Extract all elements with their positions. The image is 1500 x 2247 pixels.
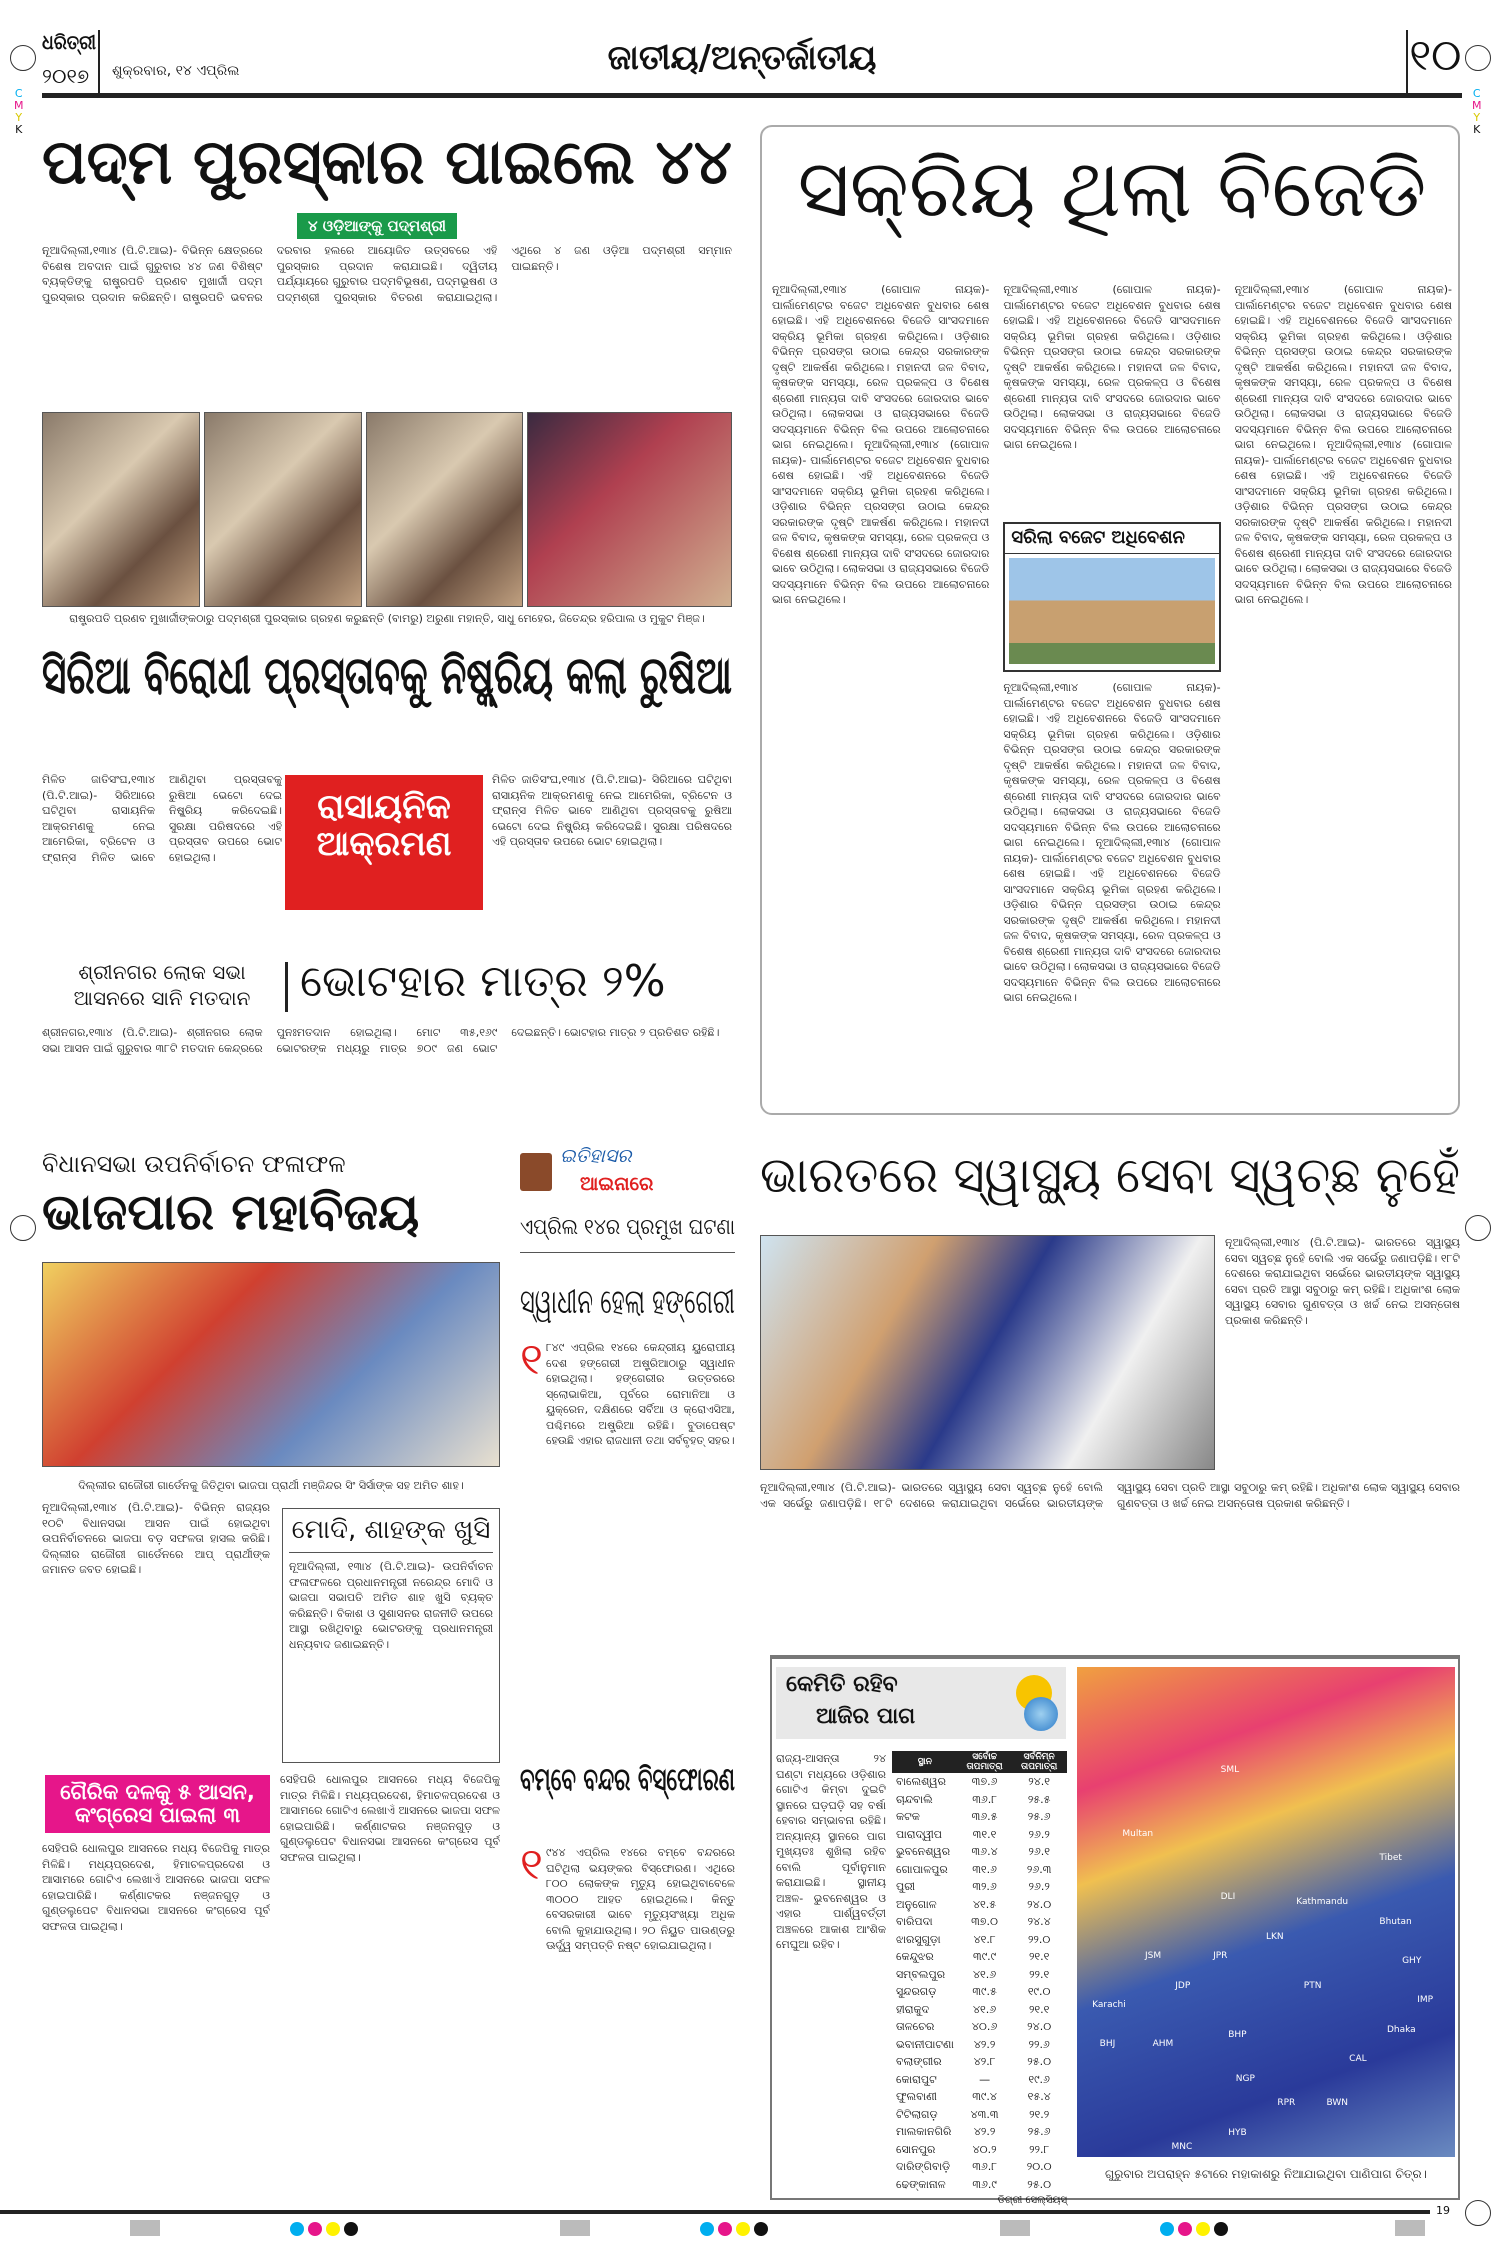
weather-min: ୨୪.୦ — [1027, 1897, 1052, 1911]
weather-max: ୩୧.୬ — [972, 1862, 997, 1876]
padma-caption: ରାଷ୍ଟ୍ରପତି ପ୍ରଣବ ମୁଖାର୍ଜୀଙ୍କଠାରୁ ପଦ୍ମଶ୍ରୀ ପୁରସ୍କାର ଗ୍ରହଣ କରୁଛନ୍ତି (ବାମରୁ) ଅରୁଣା ମହାନ୍ତି, ସାଧୁ ମେହେର, ଜିତେନ୍ଦ୍ର ହରିପାଲ ଓ ମୁକୁଟ ମିଞ୍ଜ। — [69, 612, 705, 625]
weather-min: ୨୨.୦ — [1027, 1932, 1051, 1946]
syria-body-right: ମିଳିତ ଜାତିସଂଘ,୧୩ା୪ (ପି.ଟି.ଆଇ)- ସିରିଆରେ ଘଟିଥିବା ରାସାୟନିକ ଆକ୍ରମଣକୁ ନେଇ ଆମେରିକା, ବ୍ରିଟେନ ଓ ଫ୍ରାନ୍ସ ମିଳିତ ଭାବେ ଆଣିଥିବା ପ୍ରସ୍ତାବକୁ ରୁଷିଆ ଭେଟୋ ଦେଇ ନିଷ୍କ୍ରିୟ କରିଦେଇଛି। ସୁରକ୍ଷା ପରିଷଦରେ ଏହି ପ୍ରସ୍ତାବ ଉପରେ ଭୋଟ ହୋଇଥିଲା। — [492, 773, 732, 848]
gray-patch — [1000, 2220, 1030, 2236]
history-brand-1: ଇତିହାସର — [560, 1145, 632, 1167]
weather-row — [892, 1861, 1067, 1879]
registration-mark — [10, 1215, 36, 1241]
weather-row — [892, 1896, 1067, 1914]
photo-award-4 — [527, 412, 732, 607]
weather-row — [892, 2176, 1067, 2194]
history-item1-body: ୮୪୯ ଏପ୍ରିଲ ୧୪ରେ କେନ୍ଦ୍ରୀୟ ୟୁରୋପୀୟ ଦେଶ ହଙ୍ଗେରୀ ଅଷ୍ଟ୍ରିଆଠାରୁ ସ୍ୱାଧୀନ ହୋଇଥିଲା। ହଙ୍ଗେରୀର ଉତ୍ତରରେ ସ୍ଲୋଭାକିଆ, ପୂର୍ବରେ ରୋମାନିଆ ଓ ୟୁକ୍ରେନ, ଦକ୍ଷିଣରେ ସର୍ବିଆ ଓ କ୍ରୋଏସିଆ, ପଶ୍ଚିମରେ ଅଷ୍ଟ୍ରିଆ ରହିଛି। ବୁଡାପେଷ୍ଟ ହେଉଛି ଏହାର ରାଜଧାନୀ ତଥା ସର୍ବବୃହତ୍ ସହର। — [545, 1341, 735, 1447]
bypoll-photo — [42, 1262, 500, 1467]
weather-place: ଚାନ୍ଦବାଲି — [896, 1792, 933, 1806]
map-label: Karachi — [1092, 2000, 1126, 2011]
map-label: Bhutan — [1379, 1916, 1412, 1927]
weather-max: ୪୨.୮ — [973, 2055, 996, 2068]
bjd-col-3 — [1235, 282, 1452, 1102]
weather-max: ୩୨.୬ — [972, 1880, 997, 1893]
weather-max: ୪୨.୨ — [973, 2125, 996, 2138]
history-brand — [520, 1145, 735, 1205]
weather-min: ୨୧.୧ — [1028, 1950, 1050, 1963]
weather-place: ଭୁବନେଶ୍ୱର — [896, 1845, 951, 1858]
weather-row — [892, 2053, 1067, 2071]
cmyk-c: C — [1472, 87, 1481, 100]
weather-max: ୩୬.୮ — [972, 2160, 997, 2173]
masthead — [42, 30, 1462, 98]
padma-headline: ପଦ୍ମ ପୁରସ୍କାର ପାଇଲେ ୪୪ — [42, 125, 732, 198]
weather-max: ୩୬.୫ — [971, 1810, 998, 1823]
health-body-right: ନୂଆଦିଲ୍ଲୀ,୧୩ା୪ (ପି.ଟି.ଆଇ)- ଭାରତରେ ସ୍ୱାସ୍ଥ୍ୟ ସେବା ସ୍ୱଚ୍ଛ ନୁହେଁ ବୋଲି ଏକ ସର୍ଭେରୁ ଜଣାପଡ଼ିଛି। ୧୮ଟି ଦେଶରେ କରାଯାଇଥିବା ସର୍ଭେରେ ଭାରତୀୟଙ୍କ ସ୍ୱାସ୍ଥ୍ୟ ସେବା ପ୍ରତି ଆସ୍ଥା ସବୁଠାରୁ କମ୍ ରହିଛି। ଅଧିକାଂଶ ଲୋକ ସ୍ୱାସ୍ଥ୍ୟ ସେବାର ଗୁଣବତ୍ତା ଓ ଖର୍ଚ୍ଚ ନେଇ ଅସନ୍ତୋଷ ପ୍ରକାଶ କରିଛନ୍ତି। — [1225, 1236, 1460, 1327]
map-label: CAL — [1349, 2054, 1367, 2065]
col-min: ସର୍ବନିମ୍ନ ତାପମାତ୍ରା — [1021, 1752, 1058, 1772]
weather-min: ୨୬.୩ — [1026, 1862, 1052, 1876]
color-bar — [290, 2222, 358, 2236]
map-label: HYB — [1228, 2127, 1247, 2138]
weather-place: ବାରିପଦା — [896, 1915, 933, 1928]
cmyk-y: Y — [1473, 111, 1481, 124]
weather-max: ୩୯.୯ — [973, 1950, 997, 1963]
weather-min: ୧୯.୬ — [1028, 2072, 1050, 2086]
srinagar-kicker-2: ଆସନରେ ସାନି ମତଦାନ — [73, 986, 251, 1010]
map-label: BHJ — [1099, 2039, 1116, 2050]
black-dot — [754, 2222, 768, 2236]
bjd-body-p4: ନୂଆଦିଲ୍ଲୀ,୧୩ା୪ (ଗୋପାଳ ନାୟକ)- ପାର୍ଲାମେଣ୍ଟର ବଜେଟ ଅଧିବେଶନ ବୁଧବାର ଶେଷ ହୋଇଛି। ଏହି ଅଧିବେଶନରେ ବିଜେଡି ସାଂସଦମାନେ ସକ୍ରିୟ ଭୂମିକା ଗ୍ରହଣ କରିଥିଲେ। ଓଡ଼ିଶାର ବିଭିନ୍ନ ପ୍ରସଙ୍ଗ ଉଠାଇ କେନ୍ଦ୍ର ସରକାରଙ୍କ ଦୃଷ୍ଟି ଆକର୍ଷଣ କରିଥିଲେ। ମହାନଦୀ ଜଳ ବିବାଦ, କୃଷକଙ୍କ ସମସ୍ୟା, ରେଳ ପ୍ରକଳ୍ପ ଓ ବିଶେଷ ଶ୍ରେଣୀ ମାନ୍ୟତା ଦାବି ସଂସଦରେ ଜୋରଦାର ଭାବେ ଉଠିଥିଲା। ଲୋକସଭା ଓ ରାଜ୍ୟସଭାରେ ବିଜେଡି ସଦସ୍ୟମାନେ ବିଭିନ୍ନ ବିଲ ଉପରେ ଆଲୋଚନାରେ ଭାଗ ନେଇଥିଲେ। — [1003, 681, 1221, 849]
masthead-logo — [42, 30, 100, 98]
col-max: ସର୍ବୋଚ୍ଚ ତାପମାତ୍ରା — [966, 1752, 1003, 1772]
map-label: MNC — [1171, 2142, 1193, 2153]
map-label: LKN — [1266, 1931, 1284, 1942]
map-label: JDP — [1175, 1980, 1191, 1991]
modi-box — [282, 1508, 500, 1763]
magenta-dot — [1178, 2222, 1192, 2236]
yellow-dot — [1196, 2222, 1210, 2236]
bypoll-body-col2: ସେହିପରି ଧୋଲପୁର ଆସନରେ ମଧ୍ୟ ବିଜେପିକୁ ମାତ୍ର ମିଳିଛି। ମଧ୍ୟପ୍ରଦେଶ, ହିମାଚଳପ୍ରଦେଶ ଓ ଆସାମରେ ଗୋଟିଏ ଲେଖାଏଁ ଆସନରେ ଭାଜପା ସଫଳ ହୋଇପାରିଛି। କର୍ଣ୍ଣାଟକର ନଞ୍ଜନଗୁଡ଼ ଓ ଗୁଣ୍ଡଲୁପେଟ ବିଧାନସଭା ଆସନରେ କଂଗ୍ରେସ ପୂର୍ବ ସଫଳତା ପାଇଥିଲା। — [280, 1773, 500, 1864]
map-label: GHY — [1402, 1956, 1422, 1967]
cyan-dot — [290, 2222, 304, 2236]
cyan-dot — [700, 2222, 714, 2236]
registration-mark — [1465, 2200, 1491, 2226]
syria-chemical-box: ରାସାୟନିକ ଆକ୍ରମଣ — [285, 775, 483, 910]
map-label: Tibet — [1379, 1853, 1402, 1864]
modi-body: ନୂଆଦିଲ୍ଲୀ, ୧୩ା୪ (ପି.ଟି.ଆଇ)- ଉପନିର୍ବାଚନ ଫଳାଫଳରେ ପ୍ରଧାନମନ୍ତ୍ରୀ ନରେନ୍ଦ୍ର ମୋଦି ଓ ଭାଜପା ସଭାପତି ଅମିତ ଶାହ ଖୁସି ବ୍ୟକ୍ତ କରିଛନ୍ତି। ବିକାଶ ଓ ସୁଶାସନର ରାଜନୀତି ଉପରେ ଆସ୍ଥା ରଖିଥିବାରୁ ଭୋଟରଙ୍କୁ ପ୍ରଧାନମନ୍ତ୍ରୀ ଧନ୍ୟବାଦ ଜଣାଇଛନ୍ତି। — [289, 1560, 493, 1651]
map-label: NGP — [1235, 2073, 1255, 2084]
srinagar-kicker — [42, 960, 282, 1012]
bjd-headline: ସକ୍ରିୟ ଥିଲା ବିଜେଡି — [797, 142, 1427, 235]
srinagar-kicker-1: ଶ୍ରୀନଗର ଲୋକ ସଭା — [78, 960, 246, 984]
budget-session-box — [1003, 522, 1220, 672]
page-number: ୧୦ — [1409, 30, 1462, 81]
map-label: JPR — [1213, 1951, 1228, 1962]
weather-min: ୨୨.୬ — [1028, 2037, 1050, 2051]
map-label: DLI — [1220, 1892, 1236, 1903]
weather-place: ଅନୁଗୋଳ — [896, 1897, 937, 1911]
bypoll-caption: ଦିଲ୍ଲୀର ରାଜୌରୀ ଗାର୍ଡେନକୁ ଜିତିଥିବା ଭାଜପା ପ୍ରାର୍ଥୀ ମଞ୍ଜିନ୍ଦର ସିଂ ସିର୍ସାଙ୍କ ସହ ଅମିତ ଶାହ। — [78, 1479, 464, 1492]
bjd-col-1 — [772, 282, 989, 1102]
padma-tag: ୪ ଓଡ଼ିଆଙ୍କୁ ପଦ୍ମଶ୍ରୀ — [307, 217, 447, 235]
weather-min: ୨୦.୦ — [1026, 2160, 1052, 2173]
weather-max: ୪୧.୬ — [972, 1967, 997, 1981]
weather-place: ବାଲେଶ୍ୱର — [896, 1775, 946, 1788]
col-place: ସ୍ଥାନ — [917, 1757, 932, 1767]
weather-row — [892, 1773, 1067, 1791]
map-label: BHP — [1228, 2029, 1247, 2040]
history-item1-title: ସ୍ୱାଧୀନ ହେଲା ହଙ୍ଗେରୀ — [520, 1282, 735, 1322]
map-label: Kathmandu — [1296, 1897, 1349, 1908]
registration-mark — [10, 45, 36, 71]
padma-photos — [42, 412, 732, 607]
weather-max: ୩୭.୦ — [971, 1915, 998, 1928]
weather-row — [892, 2071, 1067, 2089]
map-label: JSM — [1145, 1951, 1162, 1962]
bjd-body-p2: ନୂଆଦିଲ୍ଲୀ,୧୩ା୪ (ଗୋପାଳ ନାୟକ)- ପାର୍ଲାମେଣ୍ଟର ବଜେଟ ଅଧିବେଶନ ବୁଧବାର ଶେଷ ହୋଇଛି। ଏହି ଅଧିବେଶନରେ ବିଜେଡି ସାଂସଦମାନେ ସକ୍ରିୟ ଭୂମିକା ଗ୍ରହଣ କରିଥିଲେ। ଓଡ଼ିଶାର ବିଭିନ୍ନ ପ୍ରସଙ୍ଗ ଉଠାଇ କେନ୍ଦ୍ର ସରକାରଙ୍କ ଦୃଷ୍ଟି ଆକର୍ଷଣ କରିଥିଲେ। ମହାନଦୀ ଜଳ ବିବାଦ, କୃଷକଙ୍କ ସମସ୍ୟା, ରେଳ ପ୍ରକଳ୍ପ ଓ ବିଶେଷ ଶ୍ରେଣୀ ମାନ୍ୟତା ଦାବି ସଂସଦରେ ଜୋରଦାର ଭାବେ ଉଠିଥିଲା। ଲୋକସଭା ଓ ରାଜ୍ୟସଭାରେ ବିଜେଡି ସଦସ୍ୟମାନେ ବିଭିନ୍ନ ବିଲ ଉପରେ ଆଲୋଚନାରେ ଭାଗ ନେଇଥିଲେ। — [772, 438, 990, 606]
gray-patch — [130, 2220, 160, 2236]
weather-min: ୨୨.୮ — [1029, 2142, 1050, 2156]
weather-row — [892, 2141, 1067, 2159]
divider — [285, 962, 288, 1012]
map-label: PTN — [1303, 1980, 1322, 1991]
history-item2-title: ବମ୍ବେ ବନ୍ଦର ବିସ୍ଫୋରଣ — [520, 1760, 735, 1798]
logo-text: ଧରିତ୍ରୀ — [42, 30, 96, 54]
weather-max: — — [979, 2072, 991, 2086]
weather-max: ୪୦.୬ — [971, 2020, 998, 2033]
dropcap: ୧ — [520, 1334, 543, 1385]
weather-max: ୩୬.୪ — [971, 1845, 998, 1858]
bjd-body-p7: ନୂଆଦିଲ୍ଲୀ,୧୩ା୪ (ଗୋପାଳ ନାୟକ)- ପାର୍ଲାମେଣ୍ଟର ବଜେଟ ଅଧିବେଶନ ବୁଧବାର ଶେଷ ହୋଇଛି। ଏହି ଅଧିବେଶନରେ ବିଜେଡି ସାଂସଦମାନେ ସକ୍ରିୟ ଭୂମିକା ଗ୍ରହଣ କରିଥିଲେ। ଓଡ଼ିଶାର ବିଭିନ୍ନ ପ୍ରସଙ୍ଗ ଉଠାଇ କେନ୍ଦ୍ର ସରକାରଙ୍କ ଦୃଷ୍ଟି ଆକର୍ଷଣ କରିଥିଲେ। ମହାନଦୀ ଜଳ ବିବାଦ, କୃଷକଙ୍କ ସମସ୍ୟା, ରେଳ ପ୍ରକଳ୍ପ ଓ ବିଶେଷ ଶ୍ରେଣୀ ମାନ୍ୟତା ଦାବି ସଂସଦରେ ଜୋରଦାର ଭାବେ ଉଠିଥିଲା। ଲୋକସଭା ଓ ରାଜ୍ୟସଭାରେ ବିଜେଡି ସଦସ୍ୟମାନେ ବିଭିନ୍ନ ବିଲ ଉପରେ ଆଲୋଚନାରେ ଭାଗ ନେଇଥିଲେ। — [1234, 438, 1452, 606]
budget-label: ସରିଲା ବଜେଟ ଅଧିବେଶନ — [1011, 527, 1185, 548]
bypoll-kicker: ବିଧାନସଭା ଉପନିର୍ବାଚନ ଫଳାଫଳ — [42, 1150, 346, 1178]
weather-row — [892, 1983, 1067, 2001]
weather-min: ୨୬.୨ — [1028, 1880, 1050, 1893]
weather-max: ୪୧.୮ — [973, 1932, 996, 1946]
map-label: Multan — [1122, 1828, 1154, 1839]
weather-max: ୩୭.୬ — [971, 1775, 998, 1788]
map-label: AHM — [1152, 2039, 1174, 2050]
weather-place: ଦାରିଙ୍ଗିବାଡ଼ି — [896, 2160, 951, 2173]
bjd-body-p1: ନୂଆଦିଲ୍ଲୀ,୧୩ା୪ (ଗୋପାଳ ନାୟକ)- ପାର୍ଲାମେଣ୍ଟର ବଜେଟ ଅଧିବେଶନ ବୁଧବାର ଶେଷ ହୋଇଛି। ଏହି ଅଧିବେଶନରେ ବିଜେଡି ସାଂସଦମାନେ ସକ୍ରିୟ ଭୂମିକା ଗ୍ରହଣ କରିଥିଲେ। ଓଡ଼ିଶାର ବିଭିନ୍ନ ପ୍ରସଙ୍ଗ ଉଠାଇ କେନ୍ଦ୍ର ସରକାରଙ୍କ ଦୃଷ୍ଟି ଆକର୍ଷଣ କରିଥିଲେ। ମହାନଦୀ ଜଳ ବିବାଦ, କୃଷକଙ୍କ ସମସ୍ୟା, ରେଳ ପ୍ରକଳ୍ପ ଓ ବିଶେଷ ଶ୍ରେଣୀ ମାନ୍ୟତା ଦାବି ସଂସଦରେ ଜୋରଦାର ଭାବେ ଉଠିଥିଲା। ଲୋକସଭା ଓ ରାଜ୍ୟସଭାରେ ବିଜେଡି ସଦସ୍ୟମାନେ ବିଭିନ୍ନ ବିଲ ଉପରେ ଆଲୋଚନାରେ ଭାଗ ନେଇଥିଲେ। — [772, 283, 990, 451]
weather-min: ୨୧.୨ — [1029, 2107, 1050, 2121]
weather-max: ୩୧.୧ — [972, 1827, 997, 1841]
satellite-map — [1077, 1667, 1455, 2157]
weather-max: ୪୧.୬ — [972, 2002, 997, 2016]
history-item2 — [520, 1839, 735, 2200]
weather-forecast-text: ରାଜ୍ୟ-ଆସନ୍ତା ୨୪ ଘଣ୍ଟା ମଧ୍ୟରେ ଓଡ଼ିଶାର ଗୋଟିଏ କିମ୍ବା ଦୁଇଟି ସ୍ଥାନରେ ଘଡ଼ଘଡ଼ି ସହ ବର୍ଷା ହେବାର ସମ୍ଭାବନା ରହିଛି। ଅନ୍ୟାନ୍ୟ ସ୍ଥାନରେ ପାଗ ମୁଖ୍ୟତଃ ଶୁଖିଲା ରହିବ ବୋଲି ପୂର୍ବାନୁମାନ କରାଯାଇଛି। ସ୍ଥାନୀୟ ଅଞ୍ଚଳ- ଭୁବନେଶ୍ୱର ଓ ଏହାର ପାର୍ଶ୍ୱବର୍ତ୍ତୀ ଅଞ୍ଚଳରେ ଆକାଶ ଆଂଶିକ ମେଘୁଆ ରହିବ। — [776, 1752, 886, 1951]
photo-award-3 — [366, 412, 524, 607]
map-label: SML — [1220, 1765, 1240, 1775]
cmyk-y: Y — [15, 111, 23, 124]
srinagar-headline: ଭୋଟହାର ମାତ୍ର ୨% — [300, 956, 666, 1007]
bjd-col-2 — [1003, 282, 1220, 1102]
weather-min: ୨୫.୬ — [1027, 2125, 1051, 2138]
bjd-col-2-lower — [1003, 680, 1220, 1102]
weather-place: ଭବାନୀପାଟଣା — [896, 2037, 954, 2051]
modi-title: ମୋଦି, ଶାହଙ୍କ ଖୁସି — [291, 1515, 491, 1545]
bypoll-headline: ଭାଜପାର ମହାବିଜୟ — [42, 1183, 420, 1241]
weather-min: ୨୬.୧ — [1028, 1845, 1050, 1858]
weather-row — [892, 1843, 1067, 1861]
weather-place: କେନ୍ଦୁଝର — [896, 1950, 934, 1963]
weather-row — [892, 1808, 1067, 1826]
health-headline: ଭାରତରେ ସ୍ୱାସ୍ଥ୍ୟ ସେବା ସ୍ୱଚ୍ଛ ନୁହେଁ — [760, 1146, 1460, 1204]
bjd-body-p6: ନୂଆଦିଲ୍ଲୀ,୧୩ା୪ (ଗୋପାଳ ନାୟକ)- ପାର୍ଲାମେଣ୍ଟର ବଜେଟ ଅଧିବେଶନ ବୁଧବାର ଶେଷ ହୋଇଛି। ଏହି ଅଧିବେଶନରେ ବିଜେଡି ସାଂସଦମାନେ ସକ୍ରିୟ ଭୂମିକା ଗ୍ରହଣ କରିଥିଲେ। ଓଡ଼ିଶାର ବିଭିନ୍ନ ପ୍ରସଙ୍ଗ ଉଠାଇ କେନ୍ଦ୍ର ସରକାରଙ୍କ ଦୃଷ୍ଟି ଆକର୍ଷଣ କରିଥିଲେ। ମହାନଦୀ ଜଳ ବିବାଦ, କୃଷକଙ୍କ ସମସ୍ୟା, ରେଳ ପ୍ରକଳ୍ପ ଓ ବିଶେଷ ଶ୍ରେଣୀ ମାନ୍ୟତା ଦାବି ସଂସଦରେ ଜୋରଦାର ଭାବେ ଉଠିଥିଲା। ଲୋକସଭା ଓ ରାଜ୍ୟସଭାରେ ବିଜେଡି ସଦସ୍ୟମାନେ ବିଭିନ୍ନ ବିଲ ଉପରେ ଆଲୋଚନାରେ ଭାଗ ନେଇଥିଲେ। — [1234, 283, 1452, 451]
issue-date: ଶୁକ୍ରବାର, ୧୪ ଏପ୍ରିଲ — [112, 63, 240, 79]
weather-place: କଟକ — [896, 1810, 920, 1823]
weather-row — [892, 1791, 1067, 1809]
weather-title-box — [776, 1667, 1066, 1739]
padma-tag-box — [297, 213, 457, 239]
padma-body: ନୂଆଦିଲ୍ଲୀ,୧୩ା୪ (ପି.ଟି.ଆଇ)- ବିଭିନ୍ନ କ୍ଷେତ୍ରରେ ବିଶେଷ ଅବଦାନ ପାଇଁ ଗୁରୁବାର ୪୪ ଜଣ ବିଶିଷ୍ଟ ବ୍ୟକ୍ତିଙ୍କୁ ରାଷ୍ଟ୍ରପତି ପ୍ରଣବ ମୁଖାର୍ଜୀ ପଦ୍ମ ପୁରସ୍କାର ପ୍ରଦାନ କରିଛନ୍ତି। ରାଷ୍ଟ୍ରପତି ଭବନର ଦରବାର ହଲରେ ଆୟୋଜିତ ଉତ୍ସବରେ ଏହି ପୁରସ୍କାର ପ୍ରଦାନ କରାଯାଇଛି। ଦ୍ୱିତୀୟ ପର୍ଯ୍ୟାୟରେ ଗୁରୁବାର ପଦ୍ମବିଭୂଷଣ, ପଦ୍ମଭୂଷଣ ଓ ପଦ୍ମଶ୍ରୀ ପୁରସ୍କାର ବିତରଣ କରାଯାଇଥିଲା। ଏଥିରେ ୪ ଜଣ ଓଡ଼ିଆ ପଦ୍ମଶ୍ରୀ ସମ୍ମାନ ପାଇଛନ୍ତି। — [42, 244, 732, 304]
bjd-body-p5: ନୂଆଦିଲ୍ଲୀ,୧୩ା୪ (ଗୋପାଳ ନାୟକ)- ପାର୍ଲାମେଣ୍ଟର ବଜେଟ ଅଧିବେଶନ ବୁଧବାର ଶେଷ ହୋଇଛି। ଏହି ଅଧିବେଶନରେ ବିଜେଡି ସାଂସଦମାନେ ସକ୍ରିୟ ଭୂମିକା ଗ୍ରହଣ କରିଥିଲେ। ଓଡ଼ିଶାର ବିଭିନ୍ନ ପ୍ରସଙ୍ଗ ଉଠାଇ କେନ୍ଦ୍ର ସରକାରଙ୍କ ଦୃଷ୍ଟି ଆକର୍ଷଣ କରିଥିଲେ। ମହାନଦୀ ଜଳ ବିବାଦ, କୃଷକଙ୍କ ସମସ୍ୟା, ରେଳ ପ୍ରକଳ୍ପ ଓ ବିଶେଷ ଶ୍ରେଣୀ ମାନ୍ୟତା ଦାବି ସଂସଦରେ ଜୋରଦାର ଭାବେ ଉଠିଥିଲା। ଲୋକସଭା ଓ ରାଜ୍ୟସଭାରେ ବିଜେଡି ସଦସ୍ୟମାନେ ବିଭିନ୍ନ ବିଲ ଉପରେ ଆଲୋଚନାରେ ଭାଗ ନେଇଥିଲେ। — [1003, 836, 1221, 1004]
weather-unit: ଡିଗ୍ରୀ ସେଲ୍‌ସିୟସ୍‌ — [997, 2195, 1067, 2206]
section-title: ଜାତୀୟ/ଅନ୍ତର୍ଜାତୀୟ — [607, 38, 877, 78]
bypoll-seats-box: ଗୈରିକ ଦଳକୁ ୫ ଆସନ, କଂଗ୍ରେସ ପାଇଲା ୩ — [45, 1775, 270, 1833]
weather-max: ୩୬.୮ — [972, 1792, 997, 1806]
weather-row — [892, 2123, 1067, 2141]
bjd-box — [760, 125, 1460, 1115]
cyan-dot — [1160, 2222, 1174, 2236]
weather-max: ୪୦.୨ — [972, 2142, 997, 2156]
weather-title-1: କେମିତି ରହିବ — [786, 1672, 898, 1697]
weather-row — [892, 2018, 1067, 2036]
cloud-icon — [1024, 1697, 1058, 1731]
history-brand-2: ଆଇନାରେ — [580, 1173, 654, 1195]
health-photo — [760, 1235, 1215, 1470]
weather-title-2: ଆଜିର ପାଗ — [816, 1704, 916, 1729]
weather-row — [892, 1878, 1067, 1896]
map-label: Dhaka — [1386, 2024, 1416, 2035]
weather-row — [892, 1931, 1067, 1949]
weather-min: ୨୫.୦ — [1027, 2177, 1052, 2191]
weather-place: ଟିଟିଲାଗଡ଼ — [896, 2107, 938, 2121]
weather-min: ୨୪.୧ — [1028, 1775, 1051, 1788]
folio: 19 — [1436, 2204, 1450, 2217]
weather-place: ପାରାଦ୍ୱୀପ — [896, 1827, 942, 1841]
weather-max: ୪୧.୫ — [973, 1897, 997, 1911]
map-label: RPR — [1277, 2098, 1296, 2109]
weather-max: ୩୯.୪ — [972, 2090, 997, 2103]
weather-place: କୋରାପୁଟ — [896, 2072, 937, 2086]
weather-min: ୨୫.୦ — [1027, 2055, 1052, 2068]
health-body: ନୂଆଦିଲ୍ଲୀ,୧୩ା୪ (ପି.ଟି.ଆଇ)- ଭାରତରେ ସ୍ୱାସ୍ଥ୍ୟ ସେବା ସ୍ୱଚ୍ଛ ନୁହେଁ ବୋଲି ଏକ ସର୍ଭେରୁ ଜଣାପଡ଼ିଛି। ୧୮ଟି ଦେଶରେ କରାଯାଇଥିବା ସର୍ଭେରେ ଭାରତୀୟଙ୍କ ସ୍ୱାସ୍ଥ୍ୟ ସେବା ପ୍ରତି ଆସ୍ଥା ସବୁଠାରୁ କମ୍ ରହିଛି। ଅଧିକାଂଶ ଲୋକ ସ୍ୱାସ୍ଥ୍ୟ ସେବାର ଗୁଣବତ୍ତା ଓ ଖର୍ଚ୍ଚ ନେଇ ଅସନ୍ତୋଷ ପ୍ରକାଶ କରିଛନ୍ତି। — [760, 1481, 1460, 1510]
black-dot — [344, 2222, 358, 2236]
weather-max: ୩୯.୫ — [972, 1985, 997, 1998]
history-book-icon — [520, 1153, 552, 1191]
logo-year: ୨୦୧୭ — [42, 64, 90, 88]
weather-min: ୨୫.୬ — [1027, 1810, 1051, 1823]
footer-rule — [0, 2210, 1430, 2214]
history-item1 — [520, 1334, 735, 1700]
cmyk-k: K — [15, 123, 23, 136]
magenta-dot — [718, 2222, 732, 2236]
bjd-body-p3: ନୂଆଦିଲ୍ଲୀ,୧୩ା୪ (ଗୋପାଳ ନାୟକ)- ପାର୍ଲାମେଣ୍ଟର ବଜେଟ ଅଧିବେଶନ ବୁଧବାର ଶେଷ ହୋଇଛି। ଏହି ଅଧିବେଶନରେ ବିଜେଡି ସାଂସଦମାନେ ସକ୍ରିୟ ଭୂମିକା ଗ୍ରହଣ କରିଥିଲେ। ଓଡ଼ିଶାର ବିଭିନ୍ନ ପ୍ରସଙ୍ଗ ଉଠାଇ କେନ୍ଦ୍ର ସରକାରଙ୍କ ଦୃଷ୍ଟି ଆକର୍ଷଣ କରିଥିଲେ। ମହାନଦୀ ଜଳ ବିବାଦ, କୃଷକଙ୍କ ସମସ୍ୟା, ରେଳ ପ୍ରକଳ୍ପ ଓ ବିଶେଷ ଶ୍ରେଣୀ ମାନ୍ୟତା ଦାବି ସଂସଦରେ ଜୋରଦାର ଭାବେ ଉଠିଥିଲା। ଲୋକସଭା ଓ ରାଜ୍ୟସଭାରେ ବିଜେଡି ସଦସ୍ୟମାନେ ବିଭିନ୍ନ ବିଲ ଉପରେ ଆଲୋଚନାରେ ଭାଗ ନେଇଥିଲେ। — [1003, 283, 1221, 451]
weather-table — [892, 1751, 1067, 2206]
weather-place: ପୁରୀ — [896, 1880, 915, 1893]
weather-row — [892, 1826, 1067, 1844]
weather-place: ଫୁଲବାଣୀ — [896, 2090, 937, 2103]
cmyk-strip — [1472, 88, 1482, 136]
weather-row — [892, 2001, 1067, 2019]
gray-patch — [1395, 2220, 1425, 2236]
gray-patch — [560, 2220, 590, 2236]
weather-place: ସମ୍ବଲପୁର — [896, 1967, 946, 1981]
dropcap: ୧ — [520, 1839, 543, 1890]
weather-place: ଢେଙ୍କାନାଳ — [896, 2177, 946, 2191]
weather-min: ୨୪.୪ — [1027, 1915, 1051, 1928]
cmyk-m: M — [1472, 99, 1482, 112]
syria-headline: ସିରିଆ ବିରୋଧୀ ପ୍ରସ୍ତାବକୁ ନିଷ୍କ୍ରିୟ କଲା ରୁଷିଆ — [42, 646, 732, 706]
weather-min: ୧୫.୪ — [1027, 2090, 1051, 2103]
weather-row — [892, 2158, 1067, 2176]
weather-max: ୪୨.୨ — [973, 2037, 996, 2051]
weather-row — [892, 2036, 1067, 2054]
map-caption: ଗୁରୁବାର ଅପରାହ୍ନ ୫ଟାରେ ମହାକାଶରୁ ନିଆଯାଇଥିବା ପାଣିପାଗ ଚିତ୍ର। — [1105, 2167, 1427, 2181]
weather-max: ୪୩.୩ — [970, 2107, 999, 2121]
weather-place: ବଲାଙ୍ଗୀର — [896, 2055, 942, 2068]
bypoll-box-body: ସେହିପରି ଧୋଲପୁର ଆସନରେ ମଧ୍ୟ ବିଜେପିକୁ ମାତ୍ର ମିଳିଛି। ମଧ୍ୟପ୍ରଦେଶ, ହିମାଚଳପ୍ରଦେଶ ଓ ଆସାମରେ ଗୋଟିଏ ଲେଖାଏଁ ଆସନରେ ଭାଜପା ସଫଳ ହୋଇପାରିଛି। କର୍ଣ୍ଣାଟକର ନଞ୍ଜନଗୁଡ଼ ଓ ଗୁଣ୍ଡଲୁପେଟ ବିଧାନସଭା ଆସନରେ କଂଗ୍ରେସ ପୂର୍ବ ସଫଳତା ପାଇଥିଲା। — [42, 1842, 270, 1933]
magenta-dot — [308, 2222, 322, 2236]
weather-row — [892, 2088, 1067, 2106]
syria-body-left: ମିଳିତ ଜାତିସଂଘ,୧୩ା୪ (ପି.ଟି.ଆଇ)- ସିରିଆରେ ଘଟିଥିବା ରାସାୟନିକ ଆକ୍ରମଣକୁ ନେଇ ଆମେରିକା, ବ୍ରିଟେନ ଓ ଫ୍ରାନ୍ସ ମିଳିତ ଭାବେ ଆଣିଥିବା ପ୍ରସ୍ତାବକୁ ରୁଷିଆ ଭେଟୋ ଦେଇ ନିଷ୍କ୍ରିୟ କରିଦେଇଛି। ସୁରକ୍ଷା ପରିଷଦରେ ଏହି ପ୍ରସ୍ତାବ ଉପରେ ଭୋଟ ହୋଇଥିଲା। — [42, 773, 282, 864]
weather-place: ହୀରାକୁଦ — [896, 2002, 930, 2016]
history-item2-body: ୯୪୪ ଏପ୍ରିଲ ୧୪ରେ ବମ୍ବେ ବନ୍ଦରରେ ଘଟିଥିଲା ଭୟଙ୍କର ବିସ୍ଫୋରଣ। ଏଥିରେ ୮୦୦ ଲୋକଙ୍କ ମୃତ୍ୟୁ ହୋଇଥିବାବେଳେ ୩୦୦୦ ଆହତ ହୋଇଥିଲେ। କିନ୍ତୁ ବେସରକାରୀ ଭାବେ ମୃତ୍ୟୁସଂଖ୍ୟା ଅଧିକ ବୋଲି କୁହାଯାଉଥିଲା। ୨୦ ନିୟୁତ ପାଉଣ୍ଡରୁ ଊର୍ଦ୍ଧ୍ୱ ସମ୍ପତ୍ତି ନଷ୍ଟ ହୋଇଯାଇଥିଲା। — [545, 1846, 735, 1952]
weather-max: ୩୬.୯ — [972, 2177, 997, 2191]
bjd-body — [772, 282, 1452, 1102]
cmyk-c: C — [14, 87, 23, 100]
history-subtitle: ଏପ୍ରିଲ ୧୪ର ପ୍ରମୁଖ ଘଟଣା — [520, 1215, 735, 1240]
cmyk-strip — [14, 88, 24, 136]
yellow-dot — [736, 2222, 750, 2236]
weather-place: ସୋନପୁର — [896, 2142, 936, 2156]
black-dot — [1214, 2222, 1228, 2236]
bypoll-seats-column — [42, 1775, 270, 2200]
map-label: BWN — [1326, 2098, 1348, 2109]
weather-place: ଝାରସୁଗୁଡ଼ା — [896, 1932, 941, 1946]
cmyk-m: M — [14, 99, 24, 112]
cmyk-k: K — [1473, 123, 1481, 136]
weather-row — [892, 2106, 1067, 2124]
bypoll-body: ନୂଆଦିଲ୍ଲୀ,୧୩ା୪ (ପି.ଟି.ଆଇ)- ବିଭିନ୍ନ ରାଜ୍ୟର ୧୦ଟି ବିଧାନସଭା ଆସନ ପାଇଁ ହୋଇଥିବା ଉପନିର୍ବାଚନରେ ଭାଜପା ବଡ଼ ସଫଳତା ହାସଲ କରିଛି। ଦିଲ୍ଲୀର ରାଜୌରୀ ଗାର୍ଡେନରେ ଆପ୍ ପ୍ରାର୍ଥୀଙ୍କ ଜମାନତ ଜବତ ହୋଇଛି। — [42, 1501, 270, 1576]
map-label: IMP — [1417, 1995, 1434, 2006]
weather-place: ସୁନ୍ଦରଗଡ଼ — [896, 1985, 937, 1998]
weather-box — [770, 1655, 1460, 2206]
photo-award-2 — [204, 412, 362, 607]
color-bar — [1160, 2222, 1228, 2236]
srinagar-body: ଶ୍ରୀନଗର,୧୩ା୪ (ପି.ଟି.ଆଇ)- ଶ୍ରୀନଗର ଲୋକ ସଭା ଆସନ ପାଇଁ ଗୁରୁବାର ୩୮ଟି ମତଦାନ କେନ୍ଦ୍ରରେ ପୁନଃମତଦାନ ହୋଇଥିଲା। ମୋଟ ୩୫,୧୬୯ ଭୋଟରଙ୍କ ମଧ୍ୟରୁ ମାତ୍ର ୭୦୯ ଜଣ ଭୋଟ ଦେଇଛନ୍ତି। ଭୋଟହାର ମାତ୍ର ୨ ପ୍ରତିଶତ ରହିଛି। — [42, 1026, 720, 1055]
weather-min: ୨୨.୧ — [1029, 1967, 1050, 1981]
weather-place: ତାଳଚେର — [896, 2020, 935, 2033]
weather-place: ମାଲକାନଗିରି — [896, 2125, 952, 2138]
weather-min: ୧୯.୦ — [1027, 1985, 1051, 1998]
registration-mark — [1465, 1215, 1491, 1241]
weather-place: ଗୋପାଳପୁର — [896, 1862, 948, 1876]
weather-row — [892, 1913, 1067, 1931]
weather-min: ୨୪.୦ — [1027, 2020, 1052, 2033]
weather-min: ୨୫.୫ — [1027, 1792, 1051, 1806]
weather-min: ୨୬.୨ — [1028, 1827, 1050, 1841]
color-bar — [700, 2222, 768, 2236]
weather-min: ୨୧.୧ — [1028, 2002, 1050, 2016]
weather-row — [892, 1948, 1067, 1966]
yellow-dot — [326, 2222, 340, 2236]
parliament-photo — [1009, 558, 1214, 664]
weather-row — [892, 1966, 1067, 1984]
photo-award-1 — [42, 412, 200, 607]
registration-mark — [1465, 45, 1491, 71]
